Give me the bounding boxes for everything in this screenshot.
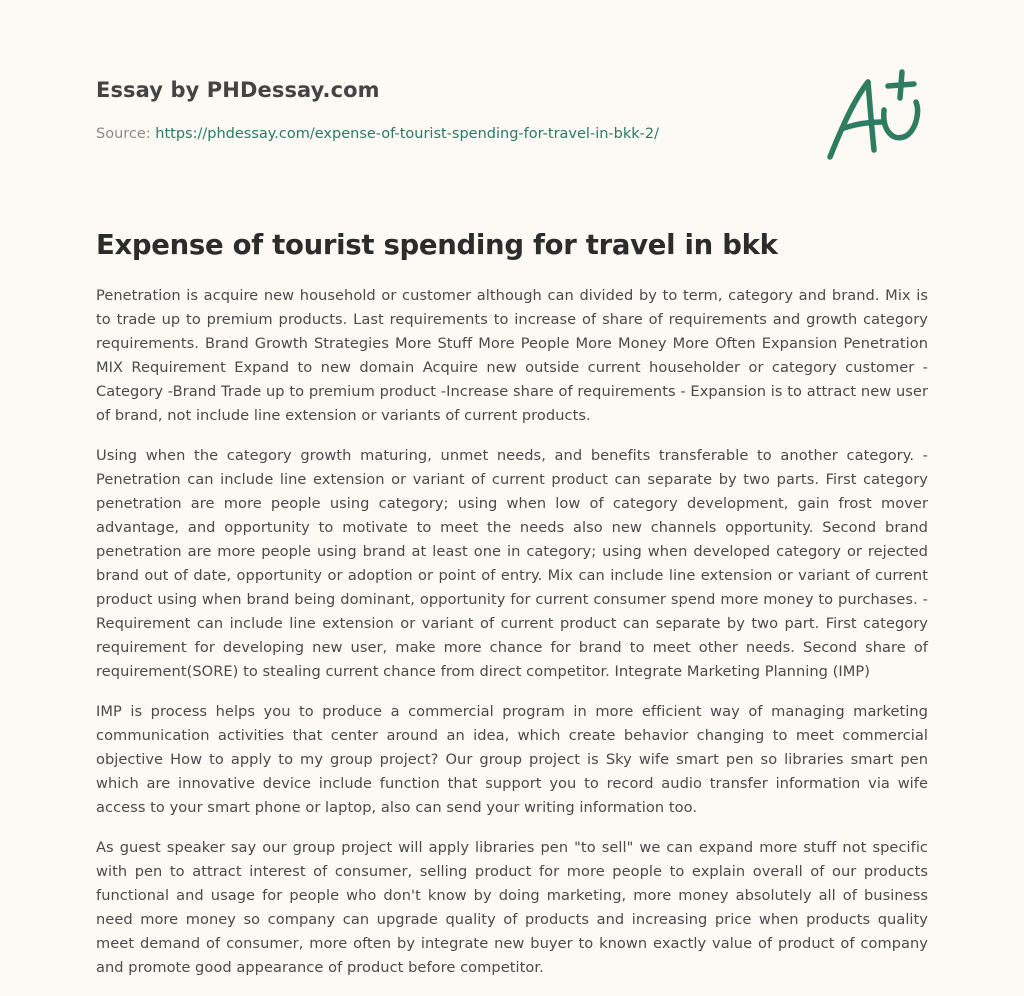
a-plus-grade-icon — [820, 62, 930, 172]
essay-title: Expense of tourist spending for travel in bkk — [96, 229, 778, 261]
essay-paragraph: Penetration is acquire new household or customer although can divided by to term, category and brand. Mix is to trade up to premium products. Last requirements to increase of share of requirements and growth category requirements. Brand Growth Strategies More Stuff More People More Money More Often Expansion Penetration MIX Requirement Expand to new domain Acquire new outside current householder or category customer -Category -Brand Trade up to premium product -Increase share of requirements - Expansion is to attract new user of brand, not include line extension or variants of current products. — [96, 287, 928, 424]
a-letter-right-stroke — [868, 82, 874, 150]
essay-paragraph: IMP is process helps you to produce a commercial program in more efficient way of managing marketing communication activities that center around an idea, which create behavior changing to meet commercial objective How to apply to my group project? Our group project is Sky wife smart pen so libraries smart pen which are innovative device include function that support you to record audio transfer information via wife access to your smart phone or laptop, also can send your writing information too. — [96, 703, 928, 816]
source-link[interactable]: https://phdessay.com/expense-of-tourist-spending-for-travel-in-bkk-2/ — [155, 126, 659, 142]
source-line — [96, 124, 796, 144]
essay-body — [96, 284, 928, 996]
page-header — [96, 76, 796, 144]
a-letter-left-stroke — [830, 82, 868, 157]
plus-horizontal — [888, 84, 914, 86]
source-label: Source: — [96, 126, 156, 142]
a-plus-logo-svg — [820, 62, 930, 172]
a-letter-crossbar — [844, 122, 882, 128]
site-title: Essay by PHDessay.com — [96, 78, 380, 102]
essay-paragraph: As guest speaker say our group project will apply libraries pen "to sell" we can expand more stuff not specific with pen to attract interest of consumer, selling product for more people to explain overall of our products functional and usage for people who don't know by doing marketing, more money absolutely all of business need more money so company can upgrade quality of products and increasing price when products quality meet demand of consumer, more often by integrate new buyer to known exactly value of product of company and promote good appearance of product before competitor. — [96, 839, 928, 976]
essay-paragraph: Using when the category growth maturing, unmet needs, and benefits transferable to another category. -Penetration can include line extension or variant of current product can separate by two parts. First category penetration are more people using category; using when low of category development, gain frost mover advantage, and opportunity to motivate to meet the needs also new channels opportunity. Second brand penetration are more people using brand at least one in category; using when developed category or rejected brand out of date, opportunity or adoption or point of entry. Mix can include line extension or variant of current product using when brand being dominant, opportunity for current consumer spend more money to purchases. -Requirement can include line extension or variant of current product can separate by two part. First category requirement for developing new user, make more chance for brand to meet other needs. Second share of requirement(SORE) to stealing current chance from direct competitor. Integrate Marketing Planning (IMP) — [96, 447, 928, 680]
swoosh-stroke — [884, 102, 918, 138]
